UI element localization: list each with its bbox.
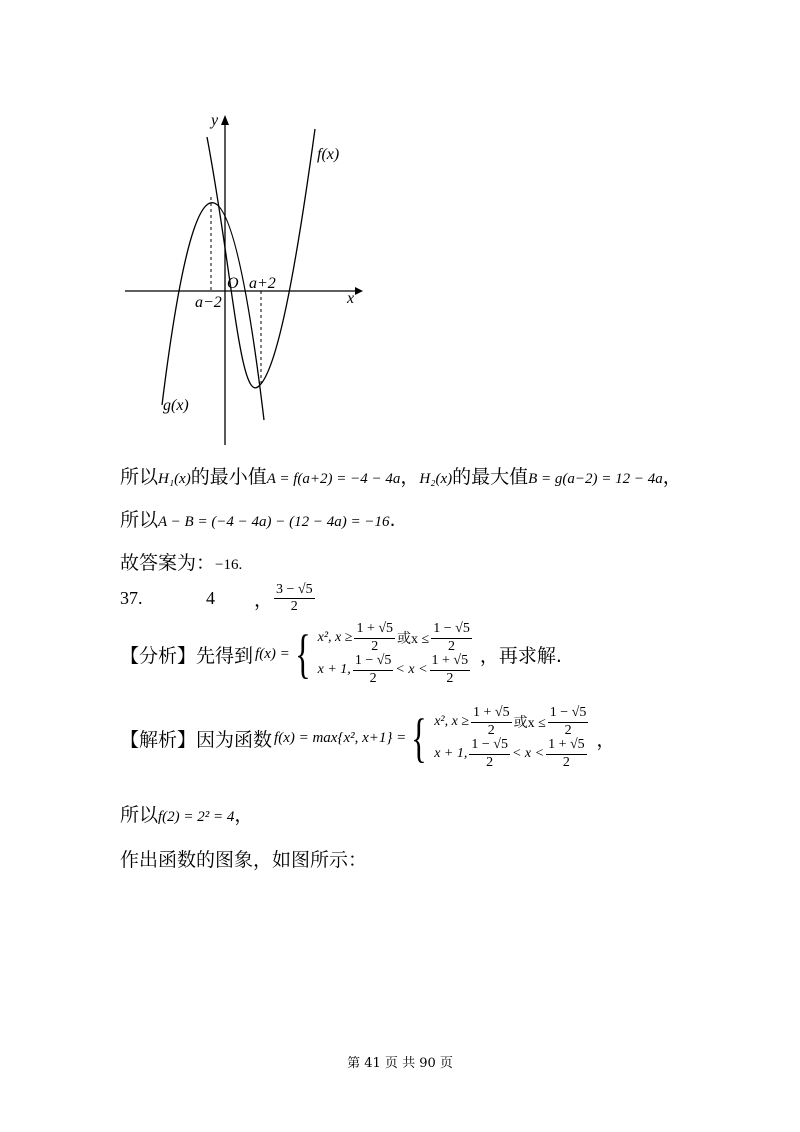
solution-piecewise (406, 706, 590, 770)
comma: ， (400, 466, 420, 488)
period: . (389, 509, 396, 531)
solution-case-2: x + 1, $\frac{1 - √5}{2}$ < x < $\frac{1 + √5}{2}$ (434, 737, 585, 770)
g-curve (162, 203, 264, 420)
min-max-line (120, 462, 682, 489)
text-suoyi: 所以 (120, 466, 159, 488)
solution-tail: ， (596, 728, 616, 751)
h2-expr: H₂(x) (419, 471, 453, 487)
g-label: g(x) (163, 397, 189, 414)
page-footer: 第 41 页 共 90 页 (347, 1056, 453, 1071)
origin-label: O (227, 275, 239, 292)
answer-2-fraction (274, 582, 315, 615)
question-37-line (120, 582, 317, 615)
difference-expr: A − B = (−4 − 4a) − (12 − 4a) = −16 (158, 514, 390, 530)
comma: ， (662, 466, 682, 488)
draw-graph-text: 作出函数的图象，如图所示： (120, 849, 368, 871)
analysis-cases (318, 622, 474, 686)
analysis-tail: ，再求解. (479, 644, 562, 667)
solution-case-1: x², x ≥ $\frac{1 + √5}{2}$ 或x ≤ $\frac{1 - √5}{2}$ (434, 705, 587, 738)
max-label: 的最大值 (452, 466, 529, 488)
f-label: f(x) (317, 146, 340, 163)
question-number: 37. (120, 588, 143, 609)
answer-value: −16. (215, 557, 243, 573)
answer-label: 故答案为： (120, 552, 216, 574)
comma: ， (234, 804, 254, 826)
min-label: 的最小值 (190, 466, 267, 488)
analysis-text: 先得到 (196, 644, 254, 667)
function-graph (115, 105, 375, 450)
difference-line (120, 505, 396, 532)
tick-label-a-minus-2: a−2 (195, 294, 222, 311)
y-axis-label: y (211, 112, 219, 129)
f-curve (207, 129, 315, 388)
h1-expr: H₁(x) (158, 471, 191, 487)
text-suoyi: 所以 (120, 509, 159, 531)
answer-2-numerator: 3 − √5 (274, 582, 315, 599)
left-brace: { (411, 708, 428, 768)
analysis-tag: 【分析】 (120, 644, 197, 667)
min-expr: A = f(a+2) = −4 − 4a (266, 471, 401, 487)
solution-tag: 【解析】 (120, 728, 197, 751)
x-axis-arrow (355, 287, 363, 295)
draw-graph-line (120, 845, 367, 872)
max-expr: B = g(a−2) = 12 − 4a (528, 471, 663, 487)
x-axis-label: x (347, 290, 355, 307)
separator: ， (254, 589, 274, 612)
tick-label-a-plus-2: a+2 (249, 275, 276, 292)
answer-line (120, 548, 242, 575)
analysis-case-2: x + 1, $\frac{1 - √5}{2}$ < x < $\frac{1 + √5}{2}$ (317, 653, 469, 686)
y-axis-arrow (221, 115, 229, 125)
answer-2-denominator: 2 (290, 599, 298, 615)
left-brace: { (294, 624, 311, 684)
solution-fx: f(x) = max{x², x+1} = (274, 729, 407, 746)
analysis-case-1: x², x ≥ $\frac{1 + √5}{2}$ 或x ≤ $\frac{1 - √5}{2}$ (317, 621, 470, 654)
solution-line (120, 706, 615, 770)
analysis-fx: f(x) = (255, 645, 290, 662)
text-suoyi: 所以 (120, 804, 159, 826)
f2-line (120, 800, 253, 827)
analysis-piecewise (290, 622, 474, 686)
solution-cases (434, 706, 590, 770)
f2-expr: f(2) = 2² = 4 (158, 809, 235, 825)
solution-text: 因为函数 (196, 728, 273, 751)
analysis-line (120, 622, 562, 686)
answer-1: 4 (206, 588, 215, 609)
